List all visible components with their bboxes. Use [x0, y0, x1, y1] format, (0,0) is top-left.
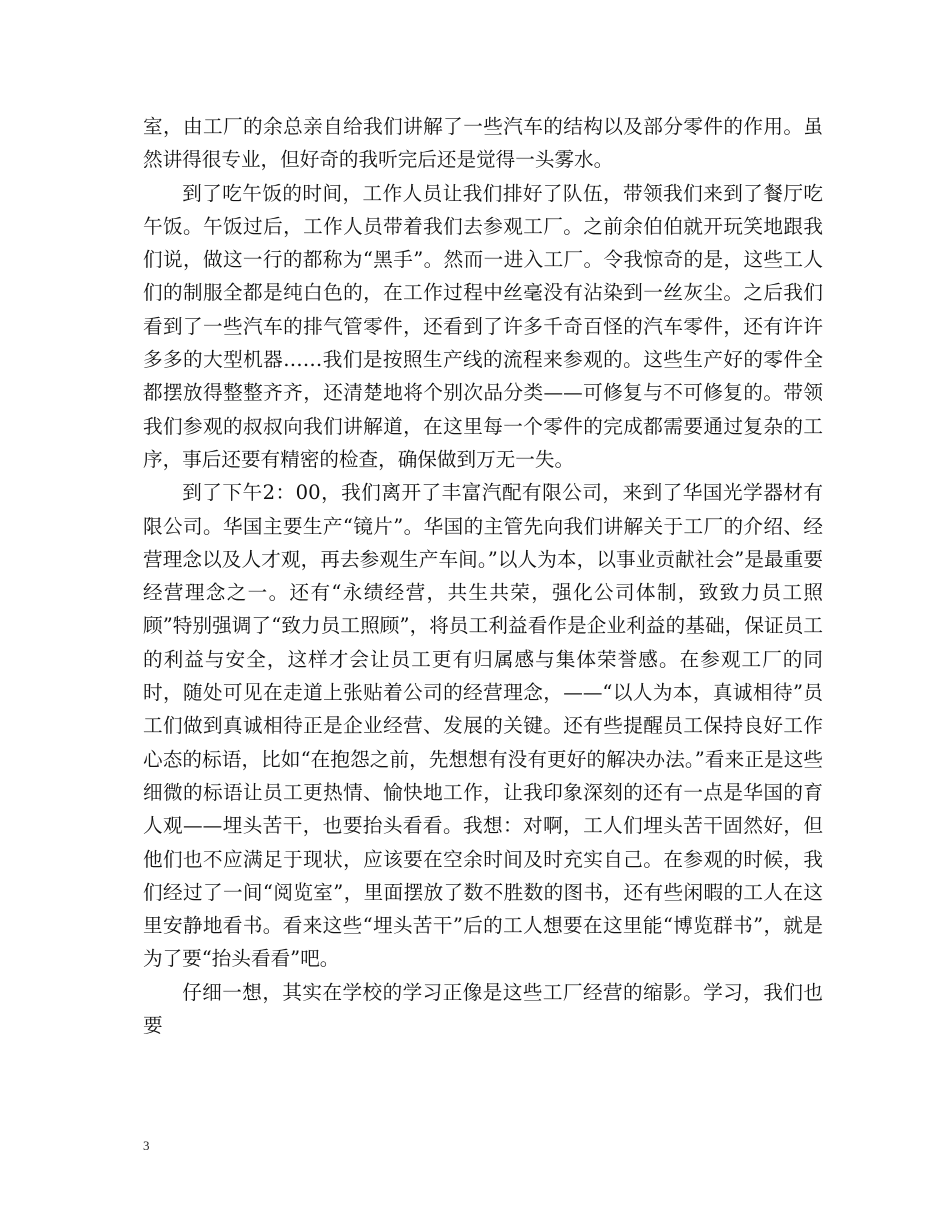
- paragraph-4: 仔细一想，其实在学校的学习正像是这些工厂经营的缩影。学习，我们也要: [143, 980, 823, 1038]
- paragraph-2: 到了吃午饭的时间，工作人员让我们排好了队伍，带领我们来到了餐厅吃午饭。午饭过后，工作人员带着我们去参观工厂。之前余伯伯就开玩笑地跟我们说，做这一行的都称为“黑手”。然而一进入工厂。令我惊奇的是，这些工人们的制服全都是纯白色的，在工作过程中丝毫没有沾染到一丝灰尘。之后我们看到了一些汽车的排气管零件，还看到了许多千奇百怪的汽车零件，还有许许多多的大型机器……我们是按照生产线的流程来参观的。这些生产好的零件全都摆放得整整齐齐，还清楚地将个别次品分类——可修复与不可修复的。带领我们参观的叔叔向我们讲解道，在这里每一个零件的完成都需要通过复杂的工序，事后还要有精密的检查，确保做到万无一失。: [143, 181, 823, 471]
- paragraph-1: 室，由工厂的余总亲自给我们讲解了一些汽车的结构以及部分零件的作用。虽然讲得很专业，但好奇的我听完后还是觉得一头雾水。: [143, 115, 823, 172]
- paragraph-3: 到了下午2：00，我们离开了丰富汽配有限公司，来到了华国光学器材有限公司。华国主要生产“镜片”。华国的主管先向我们讲解关于工厂的介绍、经营理念以及人才观，再去参观生产车间。”以人为本，以事业贡献社会”是最重要经营理念之一。还有“永绩经营，共生共荣，强化公司体制，致致力员工照顾”特别强调了“致力员工照顾”，将员工利益看作是企业利益的基础，保证员工的利益与安全，这样才会让员工更有归属感与集体荣誉感。在参观工厂的同时，随处可见在走道上张贴着公司的经营理念，——“以人为本，真诚相待”员工们做到真诚相待正是企业经营、发展的关键。还有些提醒员工保持良好工作心态的标语，比如“在抱怨之前，先想想有没有更好的解决办法。”看来正是这些细微的标语让员工更热情、愉快地工作，让我印象深刻的还有一点是华国的育人观——埋头苦干，也要抬头看看。我想：对啊，工人们埋头苦干固然好，但他们也不应满足于现状，应该要在空余时间及时充实自己。在参观的时候，我们经过了一间“阅览室”，里面摆放了数不胜数的图书，还有些闲暇的工人在这里安静地看书。看来这些“埋头苦干”后的工人想要在这里能“博览群书”，就是为了要“抬头看看”吧。: [143, 481, 823, 971]
- document-body: [143, 110, 823, 1042]
- page-number: 3: [143, 1138, 150, 1153]
